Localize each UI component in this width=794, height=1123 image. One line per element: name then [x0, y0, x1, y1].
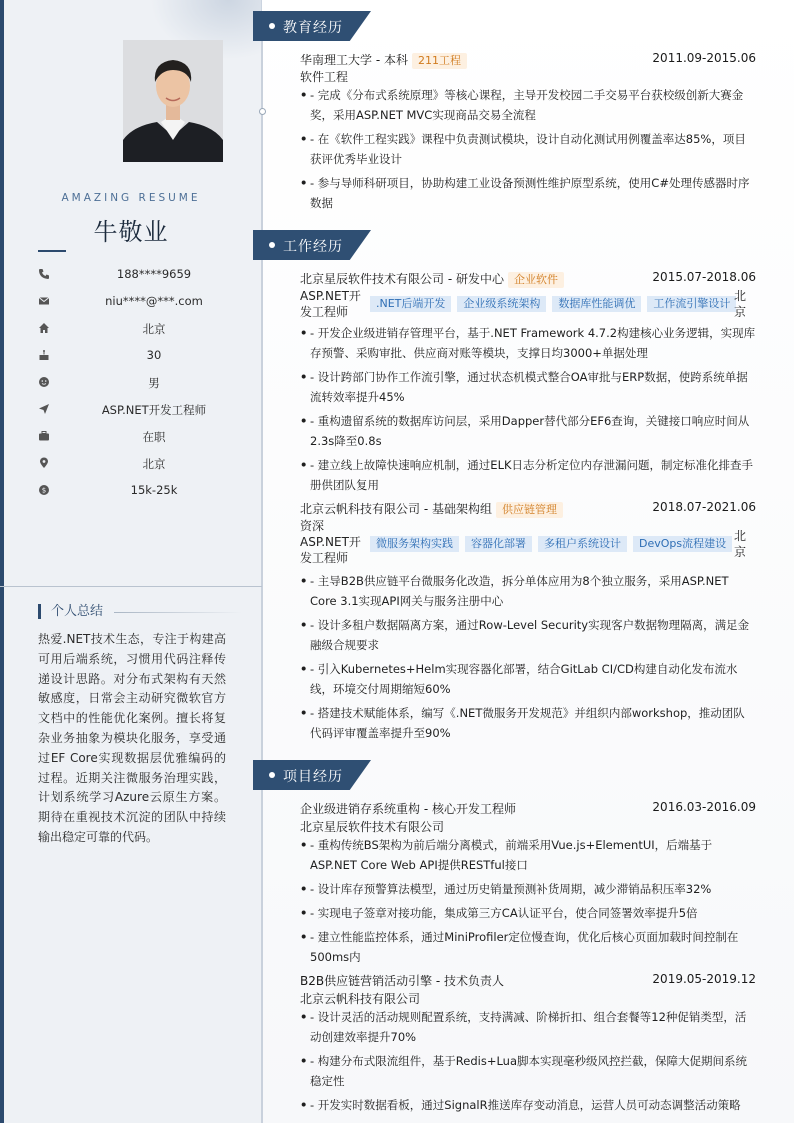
info-target-city: 北京: [142, 457, 166, 471]
candidate-name: 牛敬业: [93, 218, 169, 246]
project-bullets: [300, 835, 756, 971]
school-name: 华南理工大学 - 本科: [300, 53, 408, 67]
resume-tagline: AMAZING RESUME: [61, 192, 201, 204]
job-date: 2018.07-2021.06: [652, 500, 756, 514]
skill-tag: 工作流引擎设计: [647, 296, 736, 312]
list-item: • - 主导B2B供应链平台微服务化改造，拆分单体应用为8个独立服务，采用ASP.NET Core 3.1实现API网关与服务注册中心: [300, 571, 756, 611]
phone-icon: [38, 268, 50, 280]
money-icon: [38, 484, 50, 496]
info-status: 在职: [142, 430, 166, 444]
list-item: • - 完成《分布式系统原理》等核心课程，主导开发校园二手交易平台获校级创新大赛金奖，采用ASP.NET MVC实现商品交易全流程: [300, 85, 756, 125]
home-icon: [38, 322, 50, 334]
education-major: 软件工程: [300, 70, 349, 84]
profile-photo-icon: [123, 40, 223, 162]
info-gender: 男: [148, 376, 160, 390]
list-item: • - 设计跨部门协作工作流引擎，通过状态机模式整合OA审批与ERP数据，使跨系统单据流转效率提升45%: [300, 367, 756, 407]
list-item: • - 重构遗留系统的数据库访问层，采用Dapper替代部分EF6查询，关键接口响应时间从2.3s降至0.8s: [300, 411, 756, 451]
list-item: • - 引入Kubernetes+Helm实现容器化部署，结合GitLab CI/CD构建自动化发布流水线，环境交付周期缩短60%: [300, 659, 756, 699]
summary-text: 热爱.NET技术生态，专注于构建高可用后端系统，习惯用代码注释传递设计思路。对分布式架构有天然敏感度，日常会主动研究微软官方文档中的性能优化案例。擅长将复杂业务抽象为模块化服务，享受通过EF Core实现数据层优雅编码的过程。近期关注微服务治理实践，计划系统学习Azure云原生方案。期待在重视技术沉淀的团队中持续输出稳定可靠的代码。: [38, 632, 226, 844]
info-position: ASP.NET开发工程师: [101, 403, 207, 417]
section-header-education: [253, 11, 371, 41]
job-role: 资深ASP.NET开发工程师: [300, 519, 361, 565]
bullet-dot-icon: [269, 772, 275, 778]
list-item: • - 设计多租户数据隔离方案，通过Row-Level Security实现客户数据物理隔离，满足金融级合规要求: [300, 615, 756, 655]
sidebar-accent-bar: [0, 0, 4, 1123]
location-icon: [38, 457, 50, 469]
project-header: [300, 972, 756, 988]
info-row-city: [38, 319, 248, 339]
list-item: • - 在《软件工程实践》课程中负责测试模块，设计自动化测试用例覆盖率达85%，项目获评优秀毕业设计: [300, 129, 756, 169]
project-date: 2019.05-2019.12: [652, 972, 756, 986]
email-icon: [38, 295, 50, 307]
job-company: 北京星辰软件技术有限公司 - 研发中心: [300, 272, 504, 286]
info-city: 北京: [142, 322, 166, 336]
education-bullets: [300, 85, 756, 217]
job-city: 北京: [734, 289, 747, 319]
project-company: 北京星辰软件技术有限公司: [300, 820, 445, 834]
education-header: [300, 51, 756, 67]
cake-icon: [38, 349, 50, 361]
info-email: niu****@***.com: [105, 294, 203, 308]
list-item: • - 参与导师科研项目，协助构建工业设备预测性维护原型系统，使用C#处理传感器时序数据: [300, 173, 756, 213]
project-bullets: [300, 1007, 756, 1119]
job-date: 2015.07-2018.06: [652, 270, 756, 284]
section-title: 工作经历: [283, 239, 343, 255]
job-bullets: [300, 323, 756, 499]
job-tags: [370, 536, 738, 552]
job-role: ASP.NET开发工程师: [300, 289, 361, 319]
info-phone: 188****9659: [116, 267, 192, 281]
list-item: • - 开发企业级进销存管理平台，基于.NET Framework 4.7.2构建核心业务逻辑，实现库存预警、采购审批、供应商对账等模块，支撑日均3000+单据处理: [300, 323, 756, 363]
bullet-dot-icon: [269, 23, 275, 29]
project-name: B2B供应链营销活动引擎 - 技术负责人: [300, 974, 505, 988]
job-role-line: [300, 518, 756, 565]
info-age: 30: [146, 348, 162, 362]
list-item: • - 实现电子签章对接功能，集成第三方CA认证平台，使合同签署效率提升5倍: [300, 903, 756, 923]
name-underline: [38, 250, 66, 252]
timeline-line: [262, 40, 263, 1123]
skill-tag: .NET后端开发: [370, 296, 451, 312]
summary-title-line: [114, 612, 242, 613]
list-item: • - 开发实时数据看板，通过SignalR推送库存变动消息，运营人员可动态调整活动策略: [300, 1095, 756, 1115]
job-tags: [370, 296, 742, 312]
skill-tag: 企业级系统架构: [457, 296, 546, 312]
list-item: • - 建立性能监控体系，通过MiniProfiler定位慢查询，优化后核心页面加载时间控制在500ms内: [300, 927, 756, 967]
timeline-marker: [259, 108, 266, 115]
section-header-projects: [253, 760, 371, 790]
sidebar-divider: [0, 586, 262, 587]
job-city: 北京: [734, 529, 747, 559]
face-icon: [38, 376, 50, 388]
job-badge: 企业软件: [508, 272, 564, 288]
job-header: [300, 500, 756, 516]
briefcase-icon: [38, 430, 50, 442]
job-header: [300, 270, 756, 286]
info-salary: 15k-25k: [130, 483, 178, 497]
section-header-work: [253, 230, 371, 260]
send-icon: [38, 403, 50, 415]
project-header: [300, 800, 756, 816]
sidebar: [0, 0, 262, 1123]
list-item: • - 构建分布式限流组件，基于Redis+Lua脚本实现毫秒级风控拦截，保障大促期间系统稳定性: [300, 1051, 756, 1091]
skill-tag: 微服务架构实践: [370, 536, 459, 552]
list-item: • - 重构传统BS架构为前后端分离模式，前端采用Vue.js+ElementUI，后端基于ASP.NET Core Web API提供RESTful接口: [300, 835, 756, 875]
info-row-salary: [38, 481, 248, 501]
list-item: • - 设计灵活的活动规则配置系统，支持满减、阶梯折扣、组合套餐等12种促销类型，活动创建效率提升70%: [300, 1007, 756, 1047]
job-role-line: [300, 288, 756, 320]
skill-tag: 多租户系统设计: [538, 536, 627, 552]
info-row-gender: [38, 373, 248, 393]
info-row-status: [38, 427, 248, 447]
project-name: 企业级进销存系统重构 - 核心开发工程师: [300, 802, 516, 816]
list-item: • - 搭建技术赋能体系，编写《.NET微服务开发规范》并组织内部workshop，推动团队代码评审覆盖率提升至90%: [300, 703, 756, 743]
section-title: 项目经历: [283, 769, 343, 785]
job-bullets: [300, 571, 756, 747]
section-title: 教育经历: [283, 20, 343, 36]
profile-photo: [123, 40, 223, 162]
job-company: 北京云帆科技有限公司 - 基础架构组: [300, 502, 492, 516]
skill-tag: DevOps流程建设: [633, 536, 732, 552]
info-row-position: [38, 400, 248, 420]
project-company: 北京云帆科技有限公司: [300, 992, 421, 1006]
skill-tag: 数据库性能调优: [552, 296, 641, 312]
education-date: 2011.09-2015.06: [652, 51, 756, 65]
job-badge: 供应链管理: [496, 502, 563, 518]
school-badge: 211工程: [412, 53, 467, 69]
info-row-phone: [38, 265, 248, 285]
bullet-dot-icon: [269, 242, 275, 248]
info-row-age: [38, 346, 248, 366]
info-row-email: [38, 292, 248, 312]
list-item: • - 设计库存预警算法模型，通过历史销量预测补货周期，减少滞销品积压率32%: [300, 879, 756, 899]
skill-tag: 容器化部署: [465, 536, 532, 552]
svg-text:$: $: [41, 486, 47, 495]
list-item: • - 建立线上故障快速响应机制，通过ELK日志分析定位内存泄漏问题，制定标准化排查手册供团队复用: [300, 455, 756, 495]
project-date: 2016.03-2016.09: [652, 800, 756, 814]
info-row-target-city: [38, 454, 248, 474]
summary-title: 个人总结: [38, 604, 103, 619]
